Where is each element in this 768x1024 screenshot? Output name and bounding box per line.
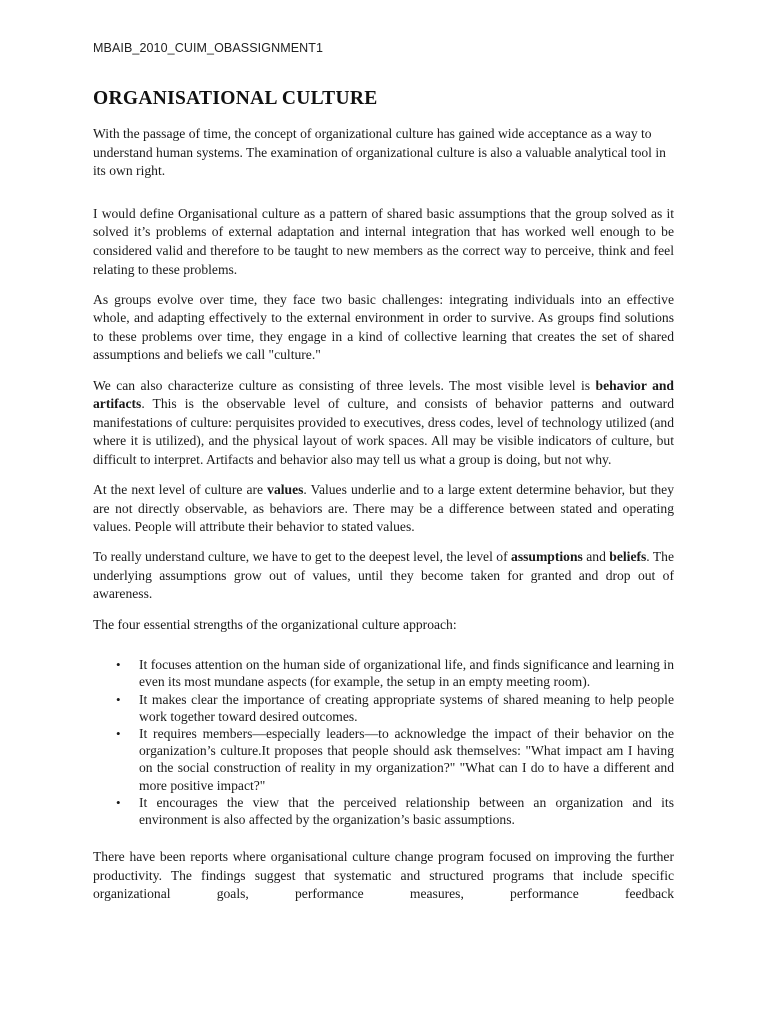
list-item	[116, 725, 674, 794]
bullet-icon: •	[116, 657, 121, 673]
text-run: To really understand culture, we have to get to the deepest level, the level of	[93, 549, 512, 565]
strengths-list	[93, 656, 674, 828]
document-body	[93, 125, 674, 915]
bold-term-behavior-artifacts: behavior and artifacts	[93, 377, 674, 412]
bold-term-beliefs: beliefs	[609, 549, 647, 565]
text-run: At the next level of culture are	[93, 482, 268, 497]
text-run: . The underlying assumptions grow out of values, until they become taken for granted and drop out of awareness.	[93, 549, 675, 602]
paragraph-reports: There have been reports where organisational culture change program focused on improving the further productivity. The findings suggest that systematic and structured programs that include specific organizational goals, performance measures, performance feedback	[93, 849, 674, 902]
paragraph-challenges: As groups evolve over time, they face two basic challenges: integrating individuals into an effective whole, and adapting effectively to the external environment in order to survive. As groups find solutions to these problems over time, they engage in a kind of collective learning that creates the set of shared assumptions and beliefs we call "culture."	[93, 291, 674, 363]
list-item	[116, 691, 674, 725]
bold-term-assumptions: assumptions	[511, 549, 583, 565]
list-item-text: It encourages the view that the perceived relationship between an organization and its environment is also affected by the organization’s basic assumptions.	[139, 794, 674, 827]
paragraph-strengths-intro: The four essential strengths of the organizational culture approach:	[93, 616, 457, 632]
bullet-icon: •	[116, 794, 121, 810]
bullet-icon: •	[116, 691, 121, 707]
text-run: . This is the observable level of culture, and consists of behavior patterns and outward manifestations of culture: perquisites provided to executives, dress codes, level of technology utilized (and where it is utilized), and the physical layout of work spaces. All may be visible indicators of culture, but difficult to interpret. Artifacts and behavior also may tell us what a group is doing, but not why.	[93, 396, 674, 467]
list-item-text: It makes clear the importance of creating appropriate systems of shared meaning to help people work together toward desired outcomes.	[139, 691, 674, 724]
paragraph-assumptions	[93, 548, 674, 604]
list-item-text: It focuses attention on the human side of organizational life, and finds significance and learning in even its most mundane aspects (for example, the setup in an empty meeting room).	[139, 657, 674, 690]
paragraph-intro: With the passage of time, the concept of organizational culture has gained wide acceptance as a way to understand human systems. The examination of organizational culture is also a valuable analytical tool in its own right.	[93, 126, 666, 179]
paragraph-values	[93, 481, 674, 537]
list-item	[116, 794, 674, 828]
list-item-text: It requires members—especially leaders—to acknowledge the impact of their behavior on the organization’s culture.It proposes that people should ask themselves: "What impact am I having on the social construction of reality in my organization?" "What can I do to have a different and more positive impact?"	[139, 725, 674, 793]
list-item	[116, 656, 674, 690]
document-code-header: MBAIB_2010_CUIM_OBASSIGNMENT1	[93, 41, 324, 55]
text-run: We can also characterize culture as consisting of three levels. The most visible level is	[93, 377, 596, 393]
text-run: and	[582, 549, 610, 565]
text-run: . Values underlie and to a large extent determine behavior, but they are not directly observable, as behaviors are. There may be a difference between stated and operating values. People will attribute their behavior to stated values.	[93, 482, 674, 535]
bullet-icon: •	[116, 725, 121, 741]
paragraph-levels	[93, 377, 674, 470]
page-title: ORGANISATIONAL CULTURE	[93, 88, 378, 109]
paragraph-definition: I would define Organisational culture as a pattern of shared basic assumptions that the group solved as it solved it’s problems of external adaptation and internal integration that has worked well enough to be considered valid and therefore to be taught to new members as the correct way to perceive, think and feel relating to these problems.	[93, 205, 674, 277]
bold-term-values: values	[267, 482, 304, 497]
